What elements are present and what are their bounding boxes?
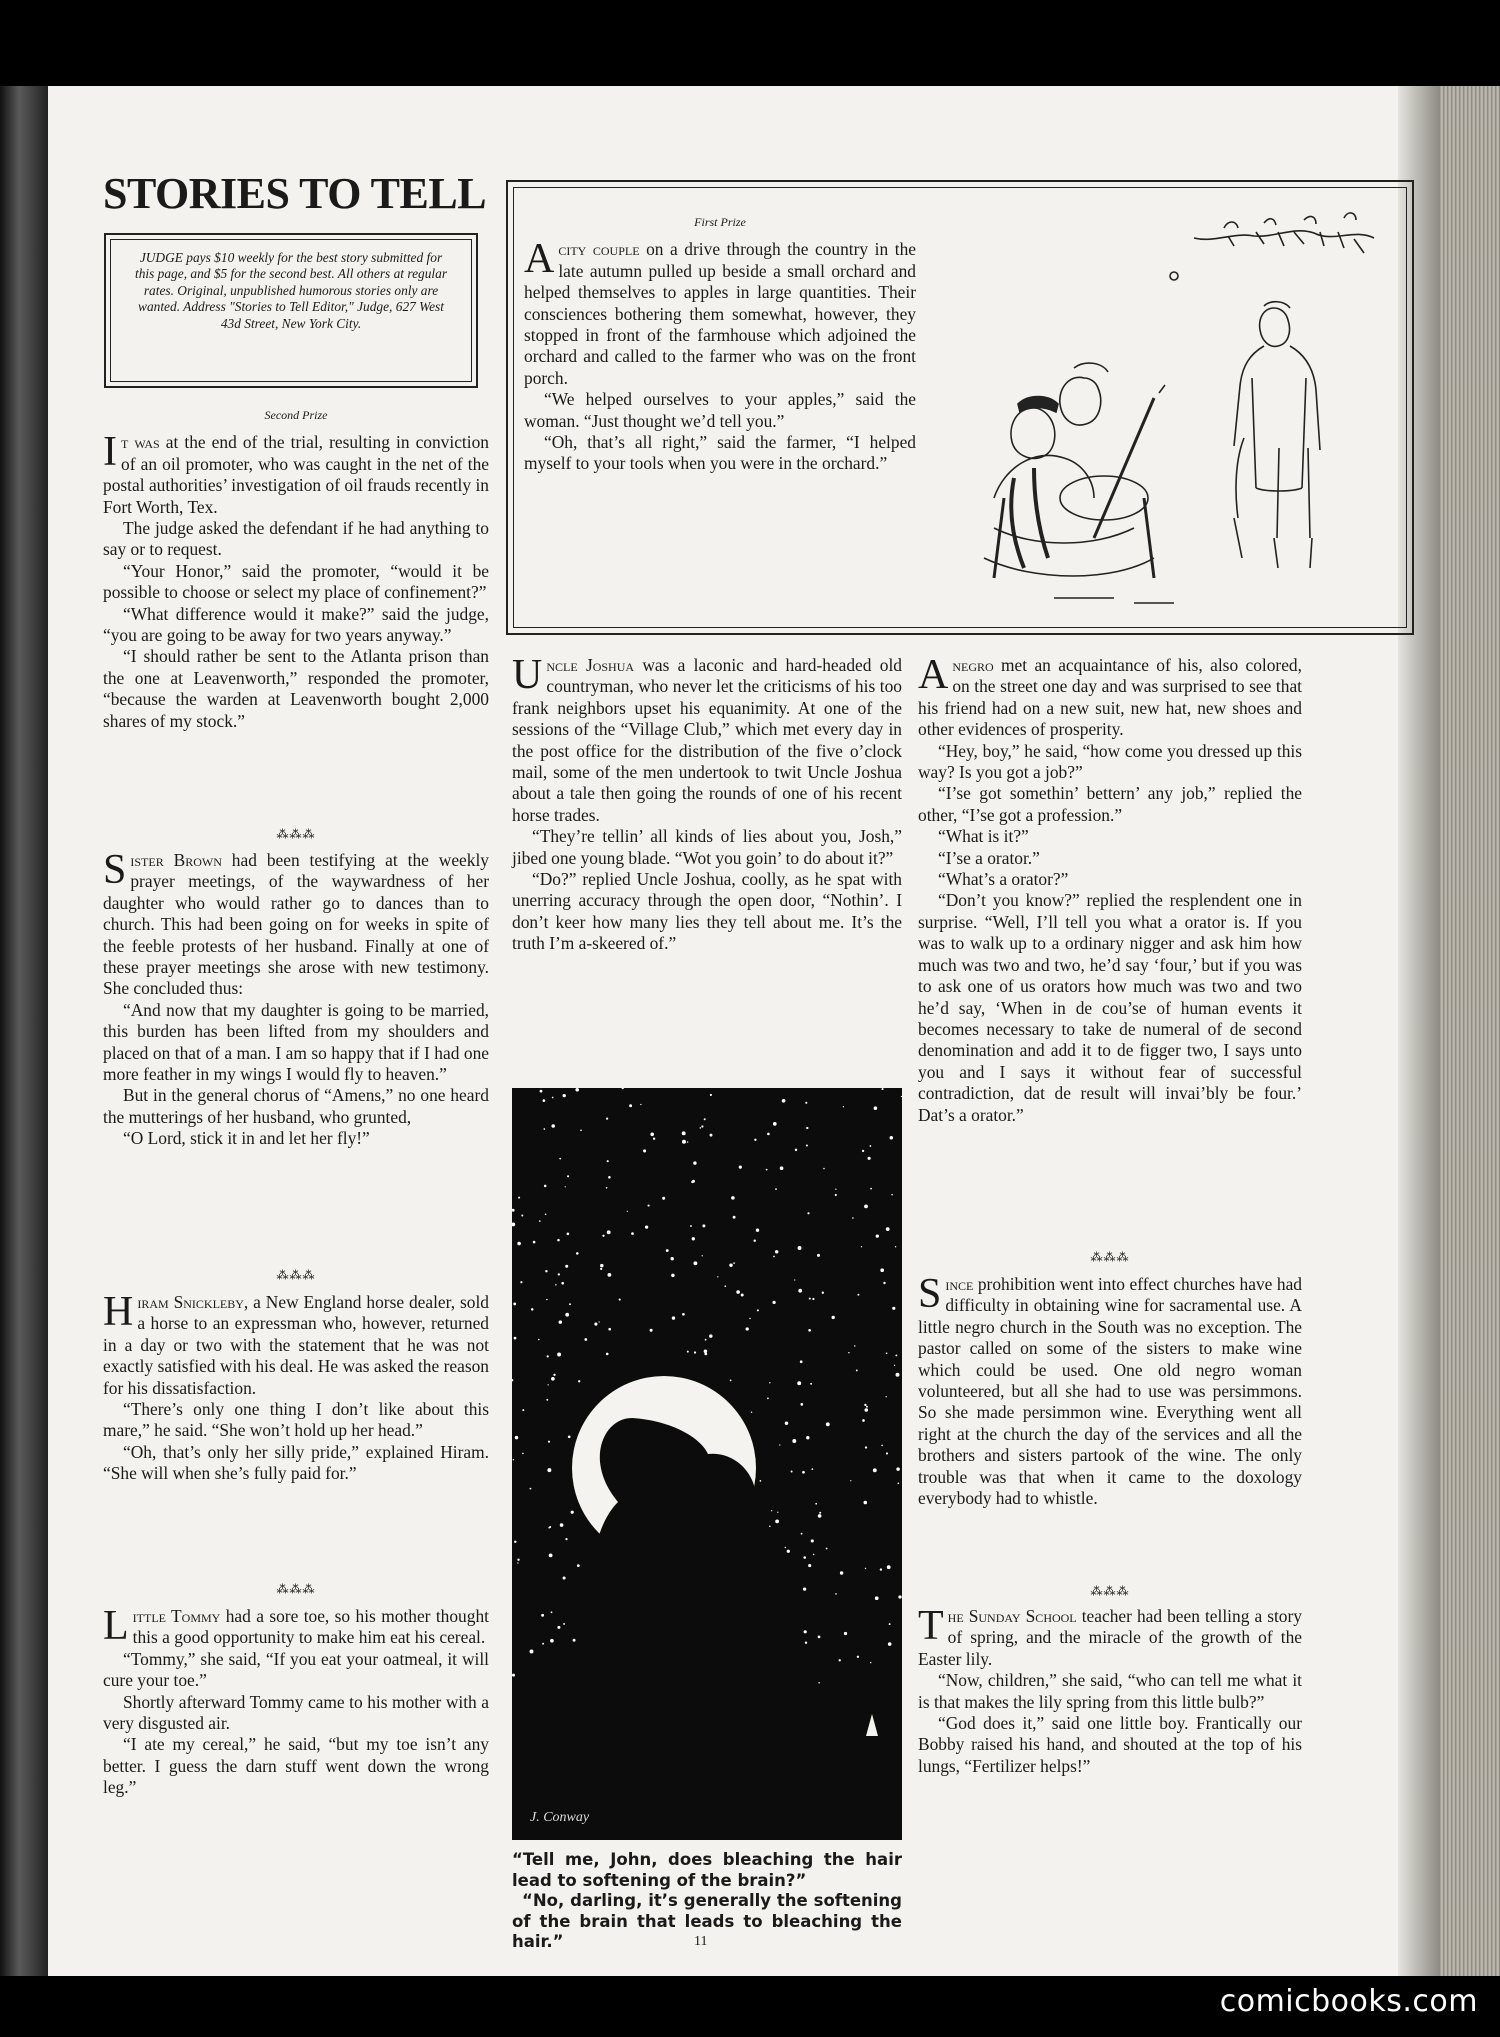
star [874, 1106, 878, 1110]
star [886, 1227, 890, 1231]
star [724, 1285, 726, 1287]
star [766, 1169, 768, 1171]
section-separator: ⁂⁂⁂ [276, 1582, 316, 1596]
drop-cap: H [103, 1289, 134, 1335]
star [561, 1282, 564, 1285]
page-title: STORIES TO TELL [103, 169, 487, 218]
star [880, 1568, 882, 1570]
star [584, 1338, 587, 1341]
star [753, 1239, 755, 1241]
star [569, 1303, 571, 1305]
star [550, 1639, 554, 1643]
star [548, 1441, 550, 1443]
star [895, 1354, 897, 1356]
star [767, 1398, 769, 1400]
star [886, 1352, 888, 1354]
star [543, 1099, 546, 1102]
star [522, 1409, 524, 1411]
star [892, 1307, 895, 1310]
star [692, 1237, 695, 1240]
star [702, 1255, 703, 1256]
star [811, 1468, 813, 1470]
star [733, 1216, 736, 1219]
star [767, 1133, 770, 1136]
star [645, 1225, 648, 1228]
star [773, 1256, 775, 1258]
star [607, 1160, 609, 1162]
star [531, 1308, 534, 1311]
star [808, 1329, 811, 1332]
star [894, 1365, 895, 1366]
star [692, 1180, 695, 1183]
star [672, 1316, 675, 1319]
star [875, 1596, 879, 1600]
star [881, 1088, 883, 1090]
star [563, 1623, 565, 1625]
star [517, 1242, 521, 1246]
drop-cap: S [918, 1271, 942, 1317]
story-orator: Anegro met an acquaintance of his, also colored, on the street one day and was surprised to see that his friend had on a new suit, new hat, new shoes and other evidences of prosperity. “Hey, boy,” he said, “how come you dressed up this way? Is you got a job?” “I’se got somethin’ bettern’ any job,” replied the other, “I’se got a profession.” “What is it?” “I’se a orator.” “What’s a orator?” “Don’t you know?” replied the resplendent one in surprise. “Well, I’ll tell you what a orator is. If you was to walk up to a ordinary nigger and ask him how much was two and two, he’d say ‘four,’ but if you was to ask one of us orators how much was two and two he’d say, ‘When in de cou’se of human events it becomes necessary to take de numeral of de second denomination and add it to de figger two, I says unto you and I says it without fear of successful contradiction, dat de result will invai’bly be four.’ Dat’s a orator.” [918, 652, 1302, 1125]
star [553, 1374, 555, 1376]
star [704, 1350, 708, 1354]
star [608, 1273, 612, 1277]
star [868, 1157, 871, 1160]
cartoon-artwork [512, 1088, 902, 1840]
star [857, 1656, 859, 1658]
star [547, 1384, 548, 1385]
star [551, 1124, 555, 1128]
star [865, 1446, 867, 1448]
star [815, 1503, 817, 1505]
star [806, 1144, 808, 1146]
star [662, 1197, 665, 1200]
star [546, 1399, 548, 1401]
star [775, 1250, 778, 1253]
star [769, 1382, 770, 1383]
star [881, 1445, 883, 1447]
prize-label: First Prize [694, 215, 746, 229]
star [805, 1102, 807, 1104]
star [861, 1246, 862, 1247]
star [606, 1353, 609, 1356]
star [805, 1641, 807, 1643]
drop-cap: L [103, 1603, 129, 1649]
star [704, 1353, 707, 1356]
star [873, 1468, 877, 1472]
editor-note-text: JUDGE pays $10 weekly for the best story submitted for this page, and $5 for the second best. All others at regular rates. Original, unpublished humorous stories only are wanted. Address "Stories to Tell Editor," Judge, 627 West 43d Street, New York City. [110, 239, 472, 382]
star [520, 1281, 522, 1283]
star [515, 1436, 518, 1439]
star [889, 1623, 891, 1625]
star [563, 1576, 566, 1579]
star [792, 1439, 796, 1443]
star [891, 1194, 893, 1196]
star [760, 1480, 762, 1482]
star [629, 1104, 632, 1107]
star [578, 1380, 580, 1382]
star [521, 1215, 523, 1217]
star [870, 1145, 872, 1147]
drop-cap: S [103, 847, 127, 893]
book-spine [0, 86, 48, 1976]
star [606, 1118, 608, 1120]
star [795, 1149, 797, 1151]
star [568, 1435, 571, 1438]
star [573, 1639, 576, 1642]
star [547, 1355, 549, 1357]
page-number: 11 [694, 1934, 708, 1949]
star [700, 1127, 702, 1129]
star [785, 1422, 788, 1425]
editor-note-box [104, 233, 478, 388]
star [854, 1345, 855, 1346]
star [802, 1471, 805, 1474]
star [541, 1614, 544, 1617]
star [844, 1632, 847, 1635]
star [571, 1511, 574, 1514]
star [864, 1404, 866, 1406]
star [530, 1488, 532, 1490]
star [557, 1353, 561, 1357]
star [671, 1257, 674, 1260]
star [876, 1234, 879, 1237]
star [682, 1140, 686, 1144]
star [643, 1149, 646, 1152]
star [598, 1321, 599, 1322]
star [544, 1185, 547, 1188]
star [687, 1351, 689, 1353]
drop-cap: I [103, 429, 117, 476]
star [896, 1467, 900, 1471]
star [864, 1204, 868, 1208]
drop-cap: T [918, 1603, 944, 1649]
star [896, 1373, 900, 1377]
star [775, 1520, 779, 1524]
star [513, 1302, 516, 1305]
star [729, 1263, 732, 1266]
star [787, 1550, 790, 1553]
star [897, 1482, 899, 1484]
star [580, 1129, 582, 1131]
star [797, 1381, 801, 1385]
star [640, 1104, 641, 1105]
star [888, 1642, 892, 1646]
story-sister-brown: Sister Brown had been testifying at the weekly prayer meetings, of the waywardness of her daughter who would rather go to dances than to church. This had been going on for weeks in spite of the feeble protests of her husband. Finally at one of these prayer meetings she arose with new testimony. She concluded thus: “And now that my daughter is going to be married, this burden has been lifted from my shoulders and placed on that of a man. I am so happy that if I had one more feather in my wings I would fly to heaven.” But in the general chorus of “Amens,” no one heard the mutterings of her husband, who grunted, “O Lord, stick it in and let her fly!” [103, 847, 489, 1149]
star [835, 1194, 837, 1196]
star [547, 1468, 551, 1472]
star [772, 1301, 775, 1304]
star [555, 1284, 556, 1285]
star [705, 1339, 707, 1341]
star [808, 1564, 811, 1567]
star [817, 1254, 820, 1257]
star [835, 1593, 837, 1595]
star [870, 1662, 871, 1663]
star [559, 1158, 561, 1160]
star [558, 1273, 560, 1275]
star [710, 1134, 713, 1137]
star [757, 1309, 759, 1311]
page-edges [1440, 86, 1500, 1976]
star [887, 1565, 891, 1569]
section-separator: ⁂⁂⁂ [276, 827, 316, 841]
moonlit-couple-cartoon [512, 1088, 902, 1840]
star [804, 1630, 807, 1633]
star [785, 1547, 786, 1548]
star [832, 1316, 835, 1319]
star [746, 1327, 749, 1330]
star [682, 1313, 685, 1316]
star [577, 1564, 580, 1567]
star [710, 1094, 712, 1096]
drop-cap: U [512, 652, 543, 698]
star [549, 1554, 553, 1558]
star [552, 1097, 554, 1099]
star [702, 1224, 705, 1227]
star [538, 1339, 540, 1341]
star [769, 1526, 771, 1528]
star [818, 1636, 821, 1639]
star [852, 1217, 854, 1219]
star [619, 1299, 621, 1301]
star [806, 1127, 808, 1129]
star [666, 1249, 669, 1252]
star [807, 1212, 809, 1214]
star [777, 1512, 778, 1513]
star [866, 1406, 868, 1408]
star [693, 1161, 696, 1164]
star [559, 1320, 563, 1324]
star [826, 1548, 828, 1550]
star [749, 1318, 750, 1319]
star [848, 1352, 849, 1353]
star [736, 1290, 740, 1294]
star [895, 1246, 896, 1247]
star [780, 1166, 784, 1170]
star [809, 1298, 811, 1300]
star [567, 1232, 570, 1235]
star [545, 1270, 547, 1272]
star [533, 1241, 536, 1244]
story-sunday-school: The Sunday School teacher had been telling a story of spring, and the miracle of the growth of the Easter lily. “Now, children,” she said, “who can tell me what it is that makes the lily spring from this little bulb?” “God does it,” said one little boy. Frantically our Bobby raised his hand, and shouted at the top of his lungs, “Fertilizer helps!” [918, 1603, 1302, 1776]
star [545, 1214, 547, 1216]
star [694, 1351, 696, 1353]
star [693, 1261, 697, 1265]
star [886, 1396, 887, 1397]
drop-cap: A [918, 652, 949, 698]
star [600, 1264, 603, 1267]
story-second-prize: Second Prize It was at the end of the trial, resulting in conviction of an oil promoter, who was caught in the net of the postal authorities’ investigation of oil frauds recently in Fort Worth, Tex. The judge asked the defendant if he had anything to say or to request. “Your Honor,” said the promoter, “would it be possible to choose or select my place of confinement?” “What difference would it make?” said the judge, “you are going to be away for two years anyway.” “I should rather be sent to the Atlanta prison than the one at Leavenworth,” responded the promoter, “because the warden at Leavenworth bought 2,000 shares of my stock.” [103, 405, 489, 732]
section-separator: ⁂⁂⁂ [1090, 1584, 1130, 1598]
story-tommy: Little Tommy had a sore toe, so his mother thought this a good opportunity to make him eat his cereal. “Tommy,” she said, “If you eat your oatmeal, it will cure your toe.” Shortly afterward Tommy came to his mother with a very disgusted air. “I ate my cereal,” he said, “but my toe isn’t any better. I guess the darn stuff went down the wrong leg.” [103, 1603, 489, 1798]
star [551, 1611, 553, 1613]
star [835, 1189, 836, 1190]
watermark-logo: comicbooks.com [1219, 1984, 1478, 2019]
star [856, 1369, 858, 1371]
star [717, 1276, 718, 1277]
star [517, 1559, 519, 1561]
star [801, 1533, 803, 1535]
star [898, 1595, 901, 1598]
star [522, 1453, 524, 1455]
star [839, 1659, 841, 1661]
section-separator: ⁂⁂⁂ [276, 1268, 316, 1282]
star [606, 1187, 608, 1189]
star [818, 1682, 820, 1684]
story-first-prize: First Prize Acity couple on a drive through the country in the late autumn pulled up beside a small orchard and helped themselves to apples in large quantities. Their consciences bothering them somewhat, however, they stopped in front of the farmhouse which adjoined the orchard and called to the farmer who was on the front porch. “We helped ourselves to your apples,” said the woman. “Just thought we’d tell you.” “Oh, that’s all right,” said the farmer, “I helped myself to your tools when you were in the orchard.” [524, 212, 916, 475]
star [803, 1556, 806, 1559]
star [773, 1122, 777, 1126]
star [811, 1539, 814, 1542]
star [518, 1197, 520, 1199]
star [791, 1471, 793, 1473]
star [608, 1176, 611, 1179]
star [812, 1298, 814, 1300]
star [627, 1211, 628, 1212]
star [771, 1510, 772, 1511]
star [810, 1383, 812, 1385]
story-hiram: Hiram Snickleby, a New England horse dealer, sold a horse to an expressman who, however, returned in a day or two with the statement that he was not exactly satisfied with his deal. He was asked the reason for his dissatisfaction. “There’s only one thing I don’t like about this mare,” he said. “She won’t hold up her head.” “Oh, that’s only her silly pride,” explained Hiram. “She will when she’s fully paid for.” [103, 1289, 489, 1484]
star [862, 1150, 864, 1152]
star [865, 1408, 869, 1412]
star [540, 1090, 543, 1093]
star [862, 1419, 865, 1422]
star [530, 1650, 534, 1654]
star [863, 1501, 867, 1505]
artist-signature: J. Conway [530, 1810, 590, 1825]
star [513, 1459, 514, 1460]
star [883, 1282, 885, 1284]
drop-cap: A [524, 236, 555, 283]
star [843, 1106, 844, 1107]
star [549, 1526, 551, 1528]
star [800, 1403, 803, 1406]
star [671, 1274, 674, 1277]
star [565, 1538, 567, 1540]
star [800, 1360, 803, 1363]
star [543, 1128, 545, 1130]
star [798, 1289, 802, 1293]
star [886, 1452, 888, 1454]
star [813, 1554, 815, 1556]
star [687, 1141, 688, 1142]
star [514, 1541, 516, 1543]
star [565, 1186, 566, 1187]
star [542, 1643, 544, 1645]
star [650, 1132, 654, 1136]
star [826, 1422, 830, 1426]
star [557, 1239, 560, 1242]
star [701, 1125, 703, 1127]
star [775, 1188, 777, 1190]
star [857, 1294, 859, 1296]
star [517, 1562, 518, 1563]
section-separator: ⁂⁂⁂ [1090, 1250, 1130, 1264]
star [514, 1337, 517, 1340]
star [650, 1329, 653, 1332]
star [602, 1235, 604, 1237]
star [607, 1230, 611, 1234]
star [754, 1139, 756, 1141]
star [850, 1480, 851, 1481]
star [648, 1205, 650, 1207]
star [565, 1313, 569, 1317]
star [575, 1088, 579, 1092]
star [576, 1252, 579, 1255]
star [779, 1444, 780, 1445]
star [880, 1268, 884, 1272]
star [751, 1412, 752, 1413]
star [557, 1626, 560, 1629]
star [653, 1138, 655, 1140]
star [567, 1175, 569, 1177]
star [840, 1571, 843, 1574]
star [600, 1268, 602, 1270]
star [704, 1118, 706, 1120]
story-prohibition: Since prohibition went into effect churches have had difficulty in obtaining wine for sacramental use. A little negro church in the South was no exception. The pastor called on some of the sisters to make wine which could be used. One old negro woman volunteered, but all she had to use was persimmons. So she made persimmon wine. Everything went all right at the church the day of the services and all the brothers and sisters partook of the wine. The only trouble was that when it came to the doxology everybody had to whistle. [918, 1271, 1302, 1509]
farm-couple-illustration [934, 198, 1404, 618]
first-prize-box [506, 180, 1414, 635]
star [739, 1166, 742, 1169]
star [682, 1131, 686, 1135]
star [539, 1220, 541, 1222]
star [818, 1514, 822, 1518]
star [563, 1094, 566, 1097]
star [741, 1294, 744, 1297]
star [731, 1196, 735, 1200]
star [594, 1323, 597, 1326]
story-uncle-joshua: Uncle Joshua was a laconic and hard-headed old countryman, who never let the criticisms of his too frank neighbors upset his equanimity. At one of the sessions of the “Village Club,” which met every day in the post office for the distribution of the five o’clock mail, some of the men undertook to twit Uncle Joshua about a tale then going the rounds of one of his recent horse trades. “They’re tellin’ all kinds of lies about you, Josh,” jibed one young blade. “Wot you goin’ to do about it?” “Do?” replied Uncle Joshua, coolly, as he spat with unerring accuracy through the open door, “Nothin’. I don’t keer how many lies they tell about me. It’s the truth I’m a-skeered of.” [512, 652, 902, 954]
star [512, 1674, 515, 1677]
star [806, 1436, 809, 1439]
star [709, 1334, 712, 1337]
star [870, 1188, 872, 1190]
star [782, 1099, 786, 1103]
star [608, 1328, 611, 1331]
star [551, 1377, 555, 1381]
star [823, 1168, 825, 1170]
cartoon-caption: “Tell me, John, does bleaching the hair lead to softening of the brain?” “No, darling, it’s generally the softening of the brain that leads to bleaching the hair.” [512, 1850, 902, 1951]
star [631, 1232, 634, 1235]
star [890, 1136, 894, 1140]
star [546, 1299, 547, 1300]
star [819, 1512, 821, 1514]
star [733, 1262, 735, 1264]
star [794, 1279, 795, 1280]
star [756, 1229, 759, 1232]
star [730, 1380, 732, 1382]
star [822, 1292, 824, 1294]
star [690, 1225, 692, 1227]
star [560, 1523, 564, 1527]
prize-label: Second Prize [264, 408, 328, 422]
star [803, 1587, 806, 1590]
star [798, 1246, 802, 1250]
star [901, 1096, 902, 1097]
star [565, 1265, 568, 1268]
star [865, 1568, 866, 1569]
